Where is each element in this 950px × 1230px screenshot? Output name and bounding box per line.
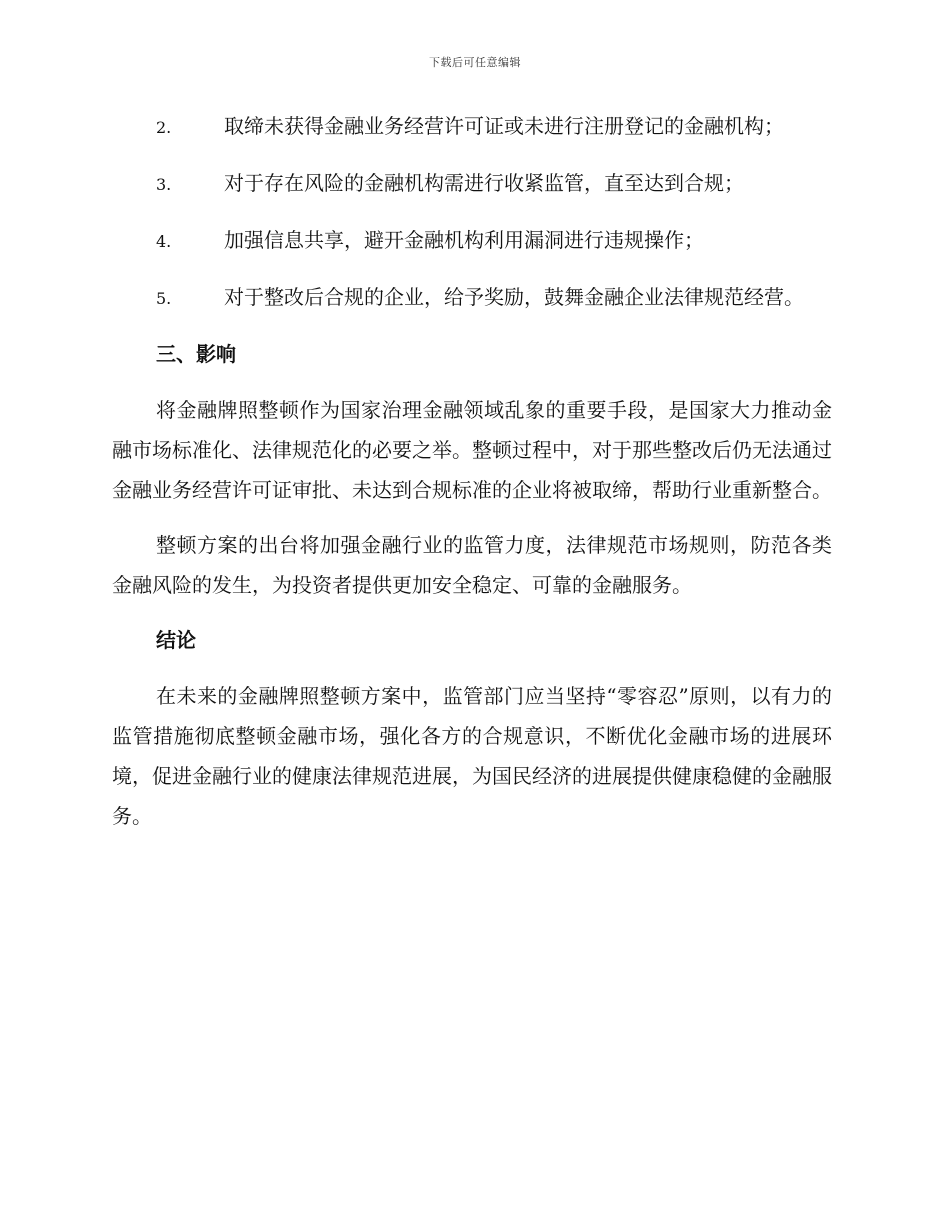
list-item-text: 取缔未获得金融业务经营许可证或未进行注册登记的金融机构； bbox=[224, 114, 784, 138]
list-item-text: 对于整改后合规的企业，给予奖励，鼓舞金融企业法律规范经营。 bbox=[224, 285, 804, 309]
impact-paragraph-1: 将金融牌照整顿作为国家治理金融领域乱象的重要手段，是国家大力推动金融市场标准化、法律规范化的必要之举。整顿过程中，对于那些整改后仍无法通过金融业务经营许可证审批、未达到合规标准的企业将被取缔，帮助行业重新整合。 bbox=[112, 398, 832, 502]
list-item-number: 3. bbox=[156, 175, 172, 194]
list-item bbox=[112, 106, 832, 148]
list-item-number: 2. bbox=[156, 118, 172, 137]
list-item bbox=[112, 220, 832, 262]
list-item bbox=[112, 163, 832, 205]
list-item-number: 5. bbox=[156, 289, 172, 308]
conclusion-paragraph: 在未来的金融牌照整顿方案中，监管部门应当坚持“零容忍”原则，以有力的监管措施彻底整顿金融市场，强化各方的合规意识，不断优化金融市场的进展环境，促进金融行业的健康法律规范进展，为国民经济的进展提供健康稳健的金融服务。 bbox=[112, 684, 832, 828]
section-heading-conclusion: 结论 bbox=[156, 628, 196, 652]
list-item bbox=[112, 277, 832, 319]
list-item-text: 对于存在风险的金融机构需进行收紧监管，直至达到合规； bbox=[224, 171, 744, 195]
impact-paragraph-2: 整顿方案的出台将加强金融行业的监管力度，法律规范市场规则，防范各类金融风险的发生，为投资者提供更加安全稳定、可靠的金融服务。 bbox=[112, 533, 832, 597]
section-heading-impact: 三、影响 bbox=[156, 342, 236, 366]
list-item-text: 加强信息共享，避开金融机构利用漏洞进行违规操作； bbox=[224, 228, 704, 252]
document-body bbox=[112, 106, 832, 851]
list-item-number: 4. bbox=[156, 232, 172, 251]
header-note: 下载后可任意编辑 bbox=[429, 56, 521, 69]
